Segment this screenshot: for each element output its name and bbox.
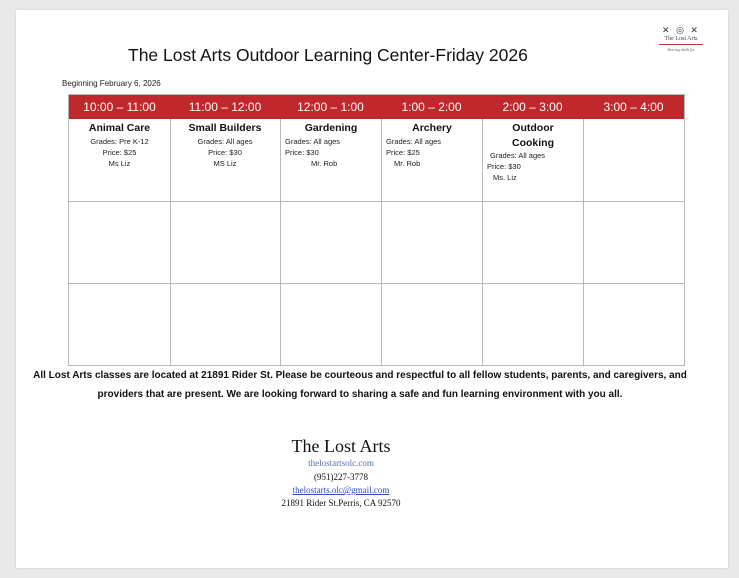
- location-notice: All Lost Arts classes are located at 21891 Rider St. Please be courteous and respectful to all fellow students, parents, and caregivers, and providers that are present. We are looking forward to sharing a safe and fun learning environment with you all.: [33, 370, 687, 400]
- class-price: Price: $30: [208, 148, 242, 157]
- column-divider: [280, 119, 281, 365]
- time-slot-header: 1:00 – 2:00: [401, 100, 462, 114]
- class-grades: Grades: Pre K-12: [90, 137, 149, 146]
- class-name: Outdoor: [512, 122, 554, 134]
- class-cell-animal-care: [69, 121, 170, 169]
- class-grades: Grades: All ages: [490, 151, 546, 160]
- phone-number: (951)227-3778: [314, 472, 368, 482]
- schedule-table: [68, 94, 685, 366]
- schedule-page: [16, 10, 728, 568]
- class-price: Price: $30: [487, 162, 521, 171]
- website-link[interactable]: thelostartsolc.com: [308, 458, 374, 468]
- logo-tagline: Sharing skills for: [667, 47, 695, 52]
- class-instructor: MS Liz: [213, 159, 237, 168]
- class-cell-archery: [386, 121, 478, 169]
- class-price: Price: $25: [102, 148, 137, 157]
- class-instructor: Ms. Liz: [493, 173, 517, 182]
- class-cell-gardening: [285, 121, 377, 169]
- crossed-tools-icon: ✕ ◎ ✕: [662, 25, 700, 35]
- start-date: Beginning February 6, 2026: [62, 79, 161, 88]
- class-name: Animal Care: [88, 122, 151, 134]
- time-slot-header: 10:00 – 11:00: [83, 100, 156, 114]
- class-name: Gardening: [304, 122, 358, 134]
- logo-divider: [659, 44, 703, 45]
- time-slot-header: 12:00 – 1:00: [297, 100, 364, 114]
- lost-arts-logo: [646, 25, 716, 52]
- class-name: Archery: [412, 122, 452, 134]
- email-link[interactable]: thelostarts.olc@gmail.com: [292, 485, 390, 495]
- time-slot-header: 11:00 – 12:00: [188, 100, 262, 114]
- time-slot-header: 2:00 – 3:00: [502, 100, 563, 114]
- class-instructor: Mr. Rob: [394, 159, 421, 168]
- class-instructor: Ms Liz: [108, 159, 131, 168]
- class-name: Small Builders: [188, 122, 262, 134]
- class-price: Price: $30: [285, 148, 319, 157]
- logo-name: The Lost Arts: [664, 36, 698, 42]
- class-grades: Grades: All ages: [386, 137, 442, 146]
- class-cell-outdoor-cooking: [487, 121, 579, 183]
- row-divider: [69, 283, 684, 284]
- column-divider: [583, 119, 584, 365]
- class-grades: Grades: All ages: [285, 137, 341, 146]
- contact-block: [228, 435, 454, 510]
- column-divider: [381, 119, 382, 365]
- time-slot-header: 3:00 – 4:00: [603, 100, 664, 114]
- class-grades: Grades: All ages: [197, 137, 253, 146]
- row-divider: [69, 201, 684, 202]
- time-header-row: [69, 95, 684, 119]
- street-address: 21891 Rider St.Perris, CA 92570: [281, 498, 401, 508]
- class-cell-small-builders: [170, 121, 280, 169]
- class-instructor: Mr. Rob: [311, 159, 338, 168]
- column-divider: [482, 119, 483, 365]
- class-name: Cooking: [512, 137, 554, 149]
- contact-name: The Lost Arts: [291, 436, 391, 456]
- class-price: Price: $25: [386, 148, 420, 157]
- page-title: The Lost Arts Outdoor Learning Center-Friday 2026: [128, 45, 528, 65]
